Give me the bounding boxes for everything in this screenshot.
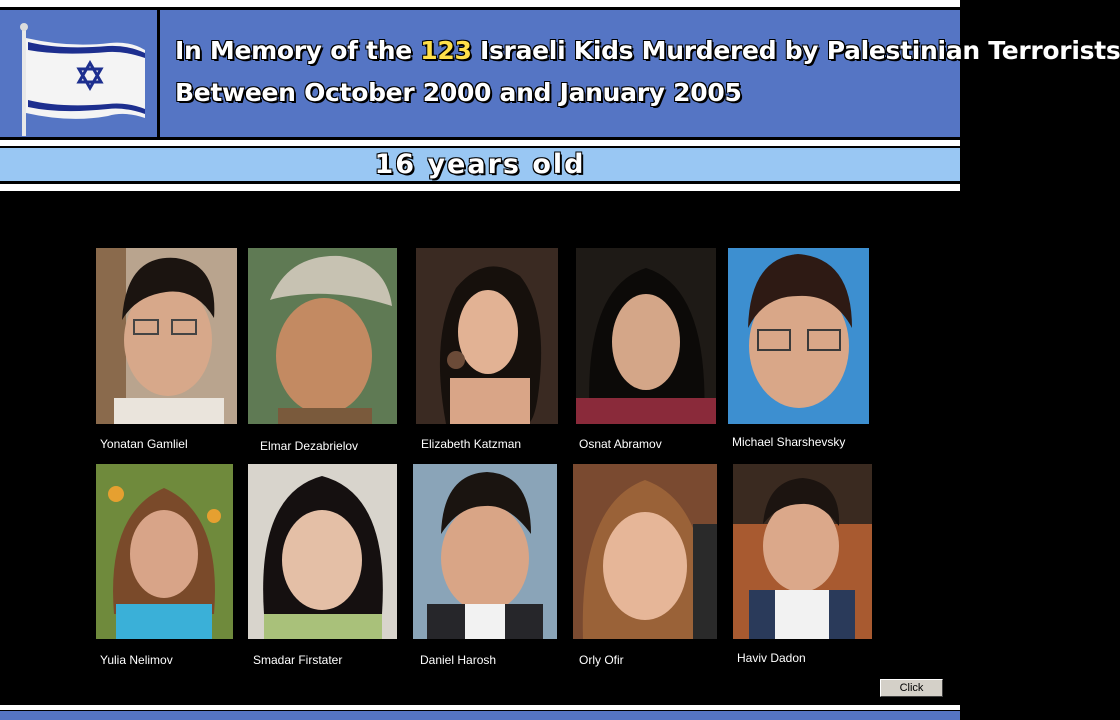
name-label: Osnat Abramov (579, 437, 662, 451)
photo-orly-ofir (573, 464, 717, 639)
name-label: Daniel Harosh (420, 653, 497, 667)
photo-osnat-abramov (576, 248, 716, 424)
photo-michael-sharshevsky (728, 248, 869, 424)
age-heading: 16 years old (374, 149, 586, 180)
title-text-end: Israeli Kids Murdered by Palestinian Terrorists (471, 36, 1120, 65)
flag-panel (0, 10, 160, 137)
bottom-border (0, 711, 960, 720)
photo-elizabeth-katzman (416, 248, 558, 424)
page-title (175, 36, 1120, 65)
page-subtitle: Between October 2000 and January 2005 (175, 78, 742, 107)
bottom-border-white (0, 705, 960, 710)
photo-haviv-dadon (733, 464, 872, 639)
photo-yonatan-gamliel (96, 248, 237, 424)
header-divider (0, 140, 960, 146)
name-label: Orly Ofir (579, 653, 624, 667)
photo-daniel-harosh (413, 464, 557, 639)
photo-yulia-nelimov (96, 464, 233, 639)
name-label: Haviv Dadon (737, 651, 806, 665)
top-border (0, 0, 960, 7)
title-text-start: In Memory of the (175, 36, 421, 65)
name-label: Michael Sharshevsky (732, 435, 846, 449)
name-label: Smadar Firstater (253, 653, 343, 667)
name-label: Elmar Dezabrielov (260, 439, 359, 453)
name-label: Yonatan Gamliel (100, 437, 188, 451)
photo-smadar-firstater (248, 464, 397, 639)
israeli-flag-icon (0, 10, 160, 137)
band-divider (0, 184, 960, 191)
name-label: Elizabeth Katzman (421, 437, 522, 451)
title-number: 123 (420, 36, 472, 65)
name-label: Yulia Nelimov (100, 653, 173, 667)
click-button[interactable]: Click (880, 679, 943, 697)
photo-elmar-dezabrielov (248, 248, 397, 424)
